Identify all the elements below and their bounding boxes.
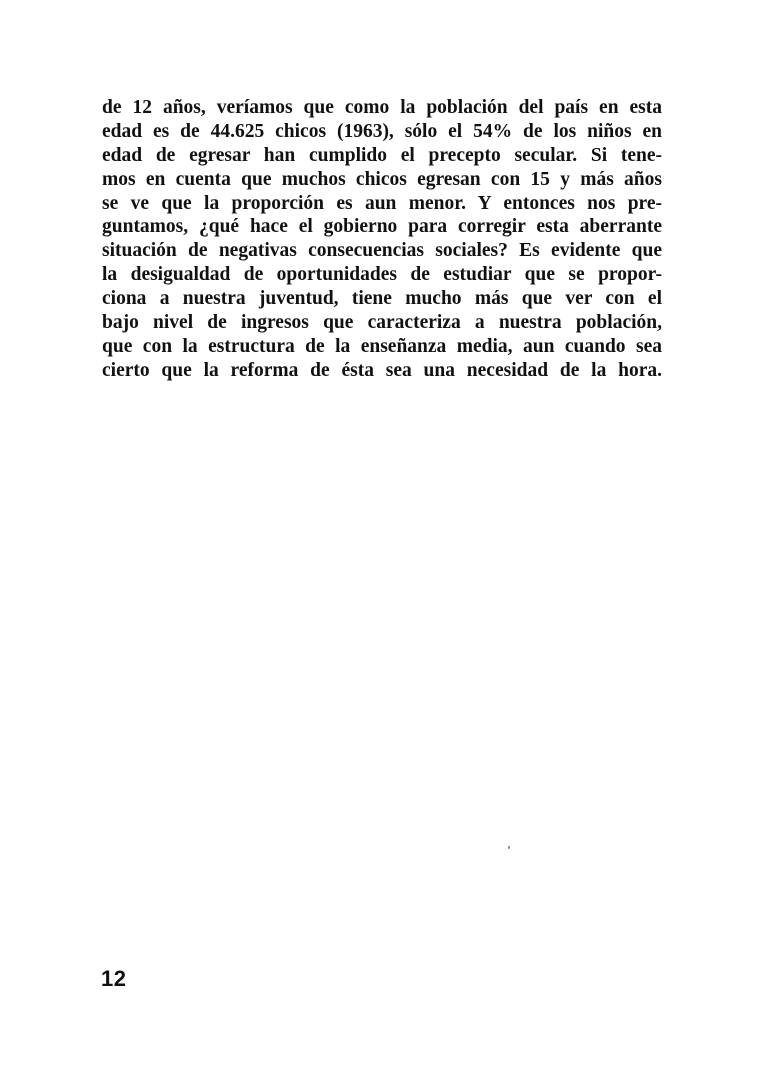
body-paragraph [102, 96, 662, 383]
text-line: la desigualdad de oportunidades de estudiar que se propor- [102, 264, 662, 286]
text-line: mos en cuenta que muchos chicos egresan con 15 y más años [102, 168, 662, 190]
text-line: se ve que la proporción es aun menor. Y entonces nos pre- [102, 192, 662, 214]
print-speck [508, 846, 510, 849]
text-line: bajo nivel de ingresos que caracteriza a nuestra población, [102, 312, 662, 334]
text-line: edad de egresar han cumplido el precepto secular. Si tene- [102, 144, 662, 166]
text-line: que con la estructura de la enseñanza media, aun cuando sea [102, 335, 662, 357]
text-line: guntamos, ¿qué hace el gobierno para corregir esta aberrante [102, 216, 662, 238]
text-line: de 12 años, veríamos que como la población del país en esta [102, 97, 662, 118]
page-number: 12 [101, 966, 127, 991]
text-line: ciona a nuestra juventud, tiene mucho más que ver con el [102, 288, 662, 310]
text-line: edad es de 44.625 chicos (1963), sólo el 54% de los niños en [102, 120, 662, 142]
text-line: cierto que la reforma de ésta sea una necesidad de la hora. [102, 359, 662, 381]
text-line: situación de negativas consecuencias sociales? Es evidente que [102, 240, 662, 262]
